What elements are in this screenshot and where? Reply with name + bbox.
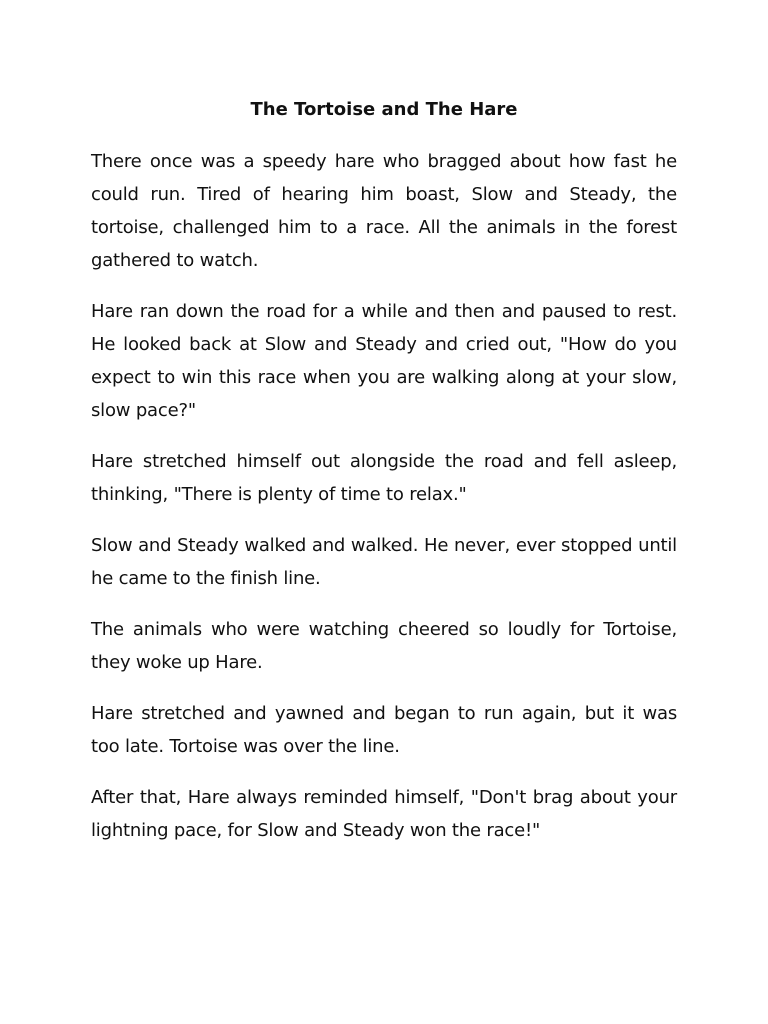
- story-body: [91, 145, 677, 865]
- story-paragraph-6: Hare stretched and yawned and began to run again, but it was too late. Tortoise was over the line.: [91, 703, 677, 757]
- story-paragraph-5: The animals who were watching cheered so loudly for Tortoise, they woke up Hare.: [91, 619, 677, 673]
- story-paragraph-2: Hare ran down the road for a while and then and paused to rest. He looked back at Slow and Steady and cried out, "How do you expect to win this race when you are walking along at your slow, slow pace?": [91, 301, 677, 421]
- story-paragraph-4: Slow and Steady walked and walked. He never, ever stopped until he came to the finish line.: [91, 535, 677, 589]
- story-title: The Tortoise and The Hare: [250, 99, 518, 120]
- story-paragraph-3: Hare stretched himself out alongside the road and fell asleep, thinking, "There is plenty of time to relax.": [91, 451, 677, 505]
- story-paragraph-7: After that, Hare always reminded himself, "Don't brag about your lightning pace, for Slow and Steady won the race!": [91, 787, 677, 841]
- story-paragraph-1: There once was a speedy hare who bragged about how fast he could run. Tired of hearing him boast, Slow and Steady, the tortoise, challenged him to a race. All the animals in the forest gathered to watch.: [91, 151, 677, 271]
